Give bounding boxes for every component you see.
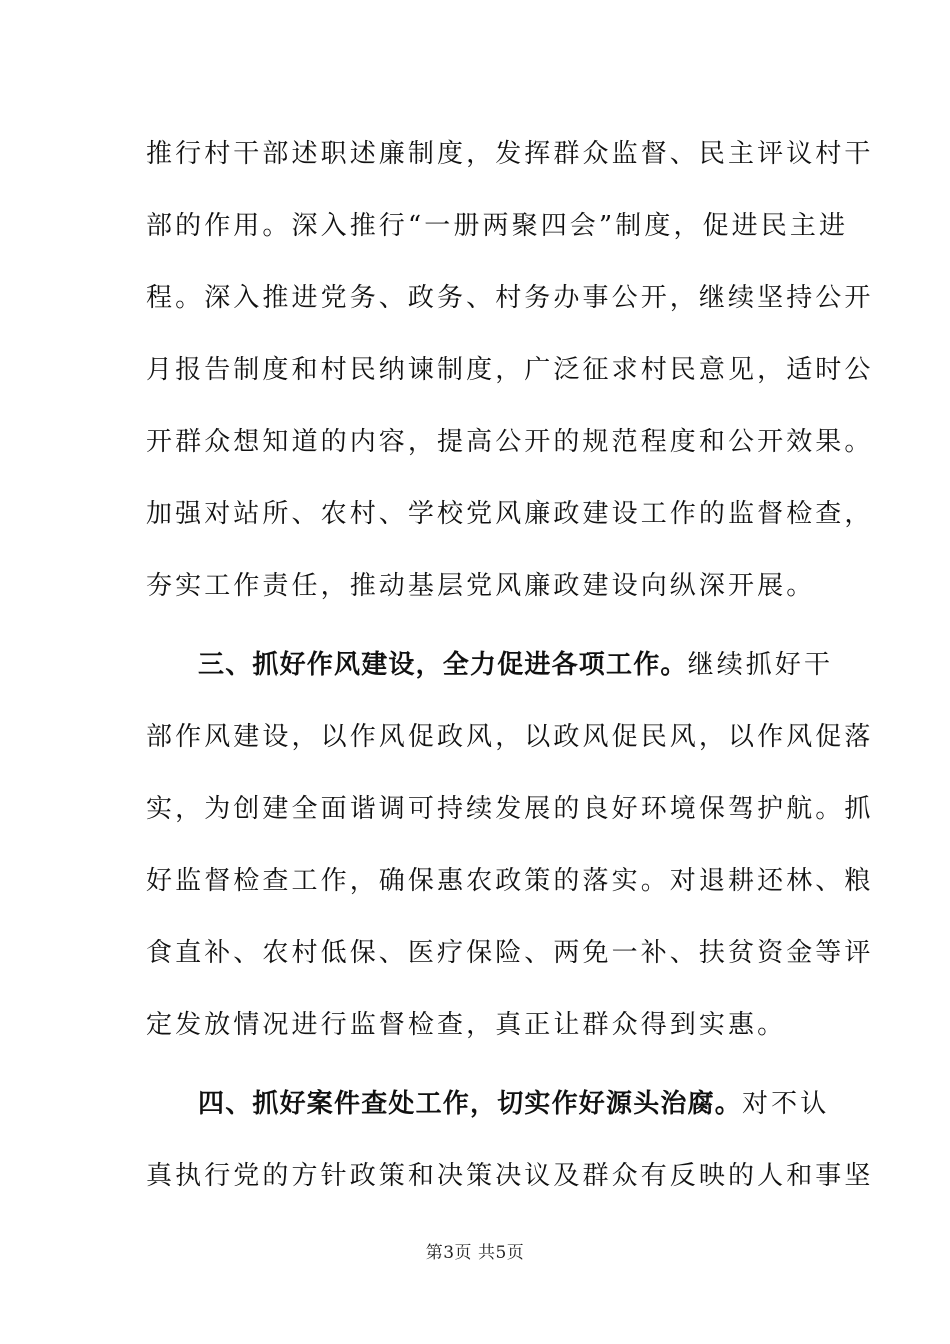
body-line-4: 月报告制度和村民纳谏制度，广泛征求村民意见，适时公 — [146, 355, 874, 385]
section-3-first-rest: 继续抓好干 — [687, 650, 834, 680]
section-3-line-3: 实，为创建全面谐调可持续发展的良好环境保驾护航。抓 — [146, 794, 874, 824]
section-3-line-4: 好监督检查工作，确保惠农政策的落实。对退耕还林、粮 — [146, 866, 874, 896]
body-line-6: 加强对站所、农村、学校党风廉政建设工作的监督检查， — [146, 499, 874, 529]
section-3-heading: 三、抓好作风建设，全力促进各项工作。 — [198, 650, 688, 680]
section-3-line-6: 定发放情况进行监督检查，真正让群众得到实惠。 — [146, 1010, 787, 1040]
body-line-1: 推行村干部述职述廉制度，发挥群众监督、民主评议村干 — [146, 139, 874, 169]
section-3-line-2: 部作风建设，以作风促政风，以政风促民风，以作风促落 — [146, 722, 874, 752]
section-3-line-5: 食直补、农村低保、医疗保险、两免一补、扶贫资金等评 — [146, 938, 874, 968]
section-4-first-line — [198, 1089, 863, 1119]
body-line-3: 程。深入推进党务、政务、村务办事公开，继续坚持公开 — [146, 283, 874, 313]
section-4-line-2: 真执行党的方针政策和决策决议及群众有反映的人和事坚 — [146, 1161, 874, 1191]
section-3-first-line — [198, 650, 863, 680]
body-line-5: 开群众想知道的内容，提高公开的规范程度和公开效果。 — [146, 427, 874, 457]
section-4-first-rest: 对不认 — [742, 1089, 830, 1119]
page-number-footer: 第3页 共5页 — [425, 1243, 525, 1263]
section-4-heading: 四、抓好案件查处工作，切实作好源头治腐。 — [198, 1089, 743, 1119]
body-line-7: 夯实工作责任，推动基层党风廉政建设向纵深开展。 — [146, 571, 816, 601]
body-line-2: 部的作用。深入推行“一册两聚四会”制度，促进民主进 — [146, 211, 849, 241]
